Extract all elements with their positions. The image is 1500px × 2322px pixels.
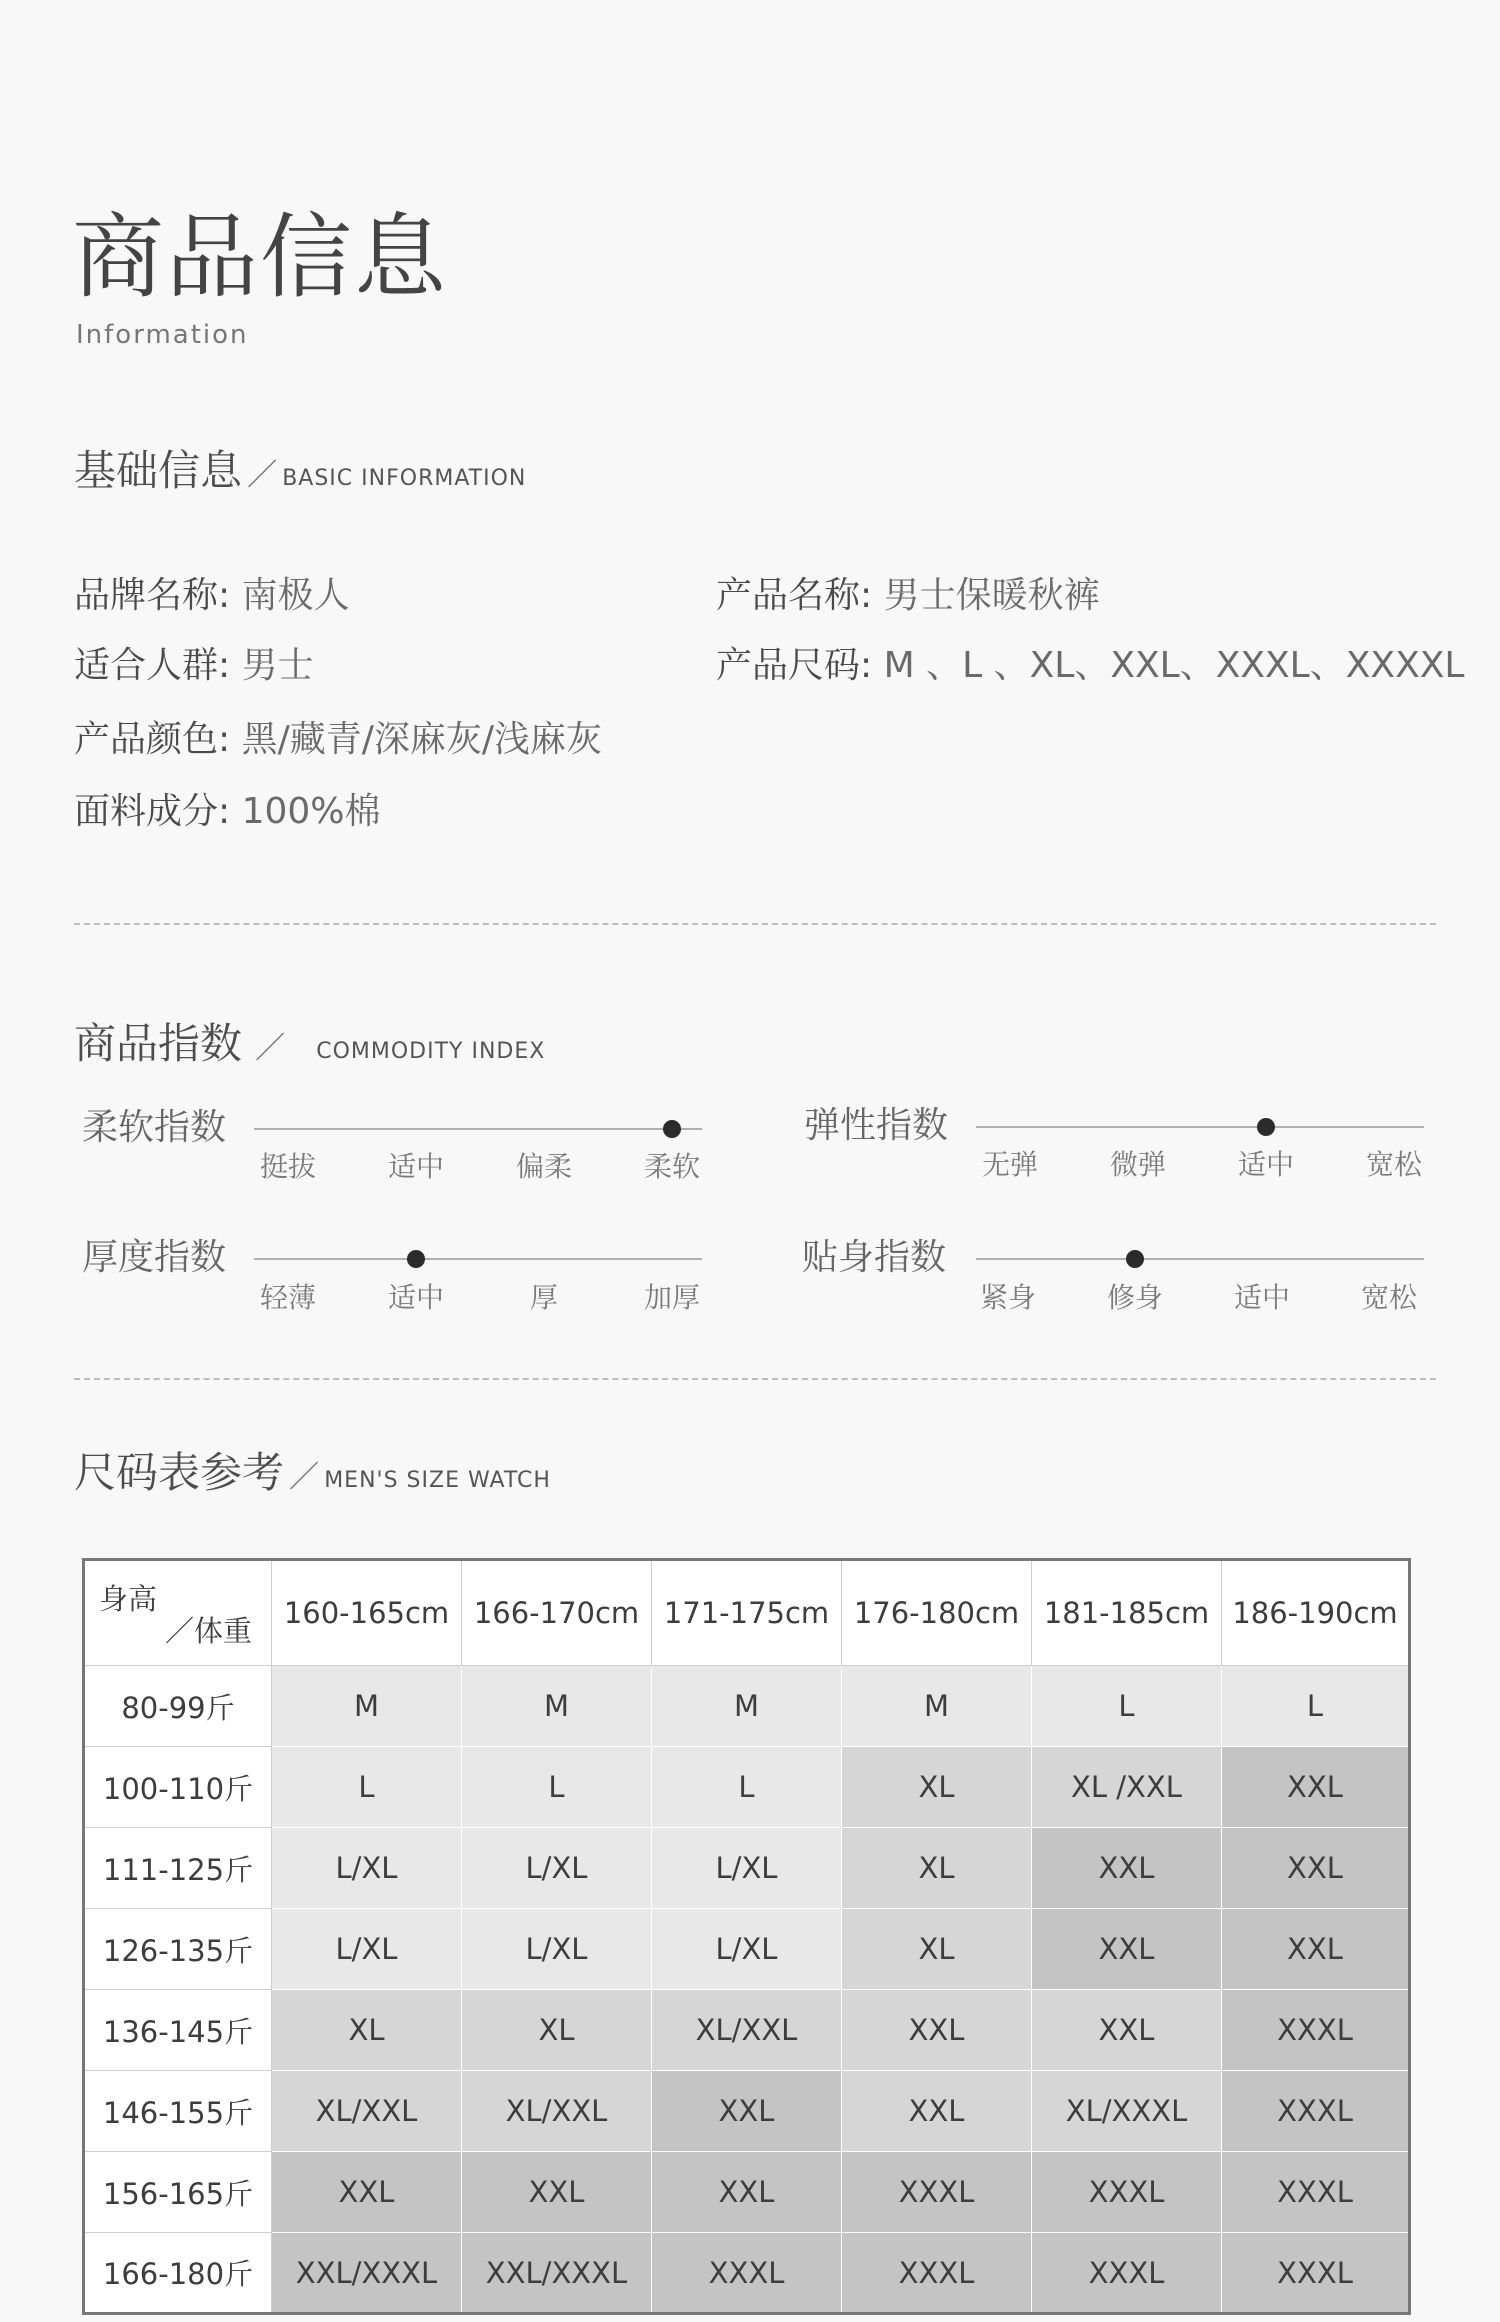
size-cell: XL <box>842 1909 1032 1990</box>
weight-row-label: 146-155斤 <box>84 2071 272 2152</box>
size-cell: XXXL <box>1222 2152 1410 2233</box>
size-cell: L/XL <box>272 1909 462 1990</box>
size-cell: XXXL <box>1222 2071 1410 2152</box>
size-cell: XXL <box>1222 1747 1410 1828</box>
basic-info-subtitle: BASIC INFORMATION <box>282 466 527 491</box>
table-row <box>84 2233 1410 2314</box>
page-title: 商品信息 <box>72 204 449 311</box>
size-cell: XL /XXL <box>1032 1747 1222 1828</box>
scale-tick: 修身 <box>1106 1281 1164 1314</box>
weight-row-label: 136-145斤 <box>84 1990 272 2071</box>
table-corner-cell <box>84 1560 272 1666</box>
size-cell: XXL/XXXL <box>462 2233 652 2314</box>
scale-tick: 微弹 <box>1109 1148 1167 1181</box>
table-row <box>84 1909 1410 1990</box>
softness-index-label: 柔软指数 <box>82 1107 227 1148</box>
size-cell: XXL <box>652 2071 842 2152</box>
size-cell: XXL/XXXL <box>272 2233 462 2314</box>
field-label: 产品尺码: <box>716 645 873 686</box>
field-material <box>74 791 381 832</box>
weight-row-label: 111-125斤 <box>84 1828 272 1909</box>
size-title: 尺码表参考 <box>74 1448 285 1497</box>
fit-index-label: 贴身指数 <box>802 1237 947 1278</box>
scale-tick: 加厚 <box>643 1281 701 1314</box>
size-cell: L/XL <box>652 1828 842 1909</box>
size-cell: XXL <box>462 2152 652 2233</box>
field-sizes <box>716 645 1465 686</box>
size-cell: XXL <box>842 2071 1032 2152</box>
height-column-header: 171-175cm <box>652 1560 842 1666</box>
size-heading <box>74 1448 551 1497</box>
size-cell: M <box>652 1666 842 1747</box>
field-value: 男士保暖秋裤 <box>883 575 1100 616</box>
weight-row-label: 80-99斤 <box>84 1666 272 1747</box>
height-column-header: 181-185cm <box>1032 1560 1222 1666</box>
field-product-name <box>716 575 1100 616</box>
field-label: 产品颜色: <box>74 719 231 760</box>
size-cell: XL <box>842 1747 1032 1828</box>
corner-weight-label: ／体重 <box>165 1614 253 1648</box>
elasticity-index-label: 弹性指数 <box>804 1105 949 1146</box>
size-cell: XXXL <box>1032 2233 1222 2314</box>
size-cell: XL <box>842 1828 1032 1909</box>
size-cell: XXXL <box>1032 2152 1222 2233</box>
size-cell: L <box>652 1747 842 1828</box>
height-column-header: 166-170cm <box>462 1560 652 1666</box>
divider <box>74 923 1436 925</box>
field-colors <box>74 719 602 760</box>
size-cell: L/XL <box>652 1909 842 1990</box>
size-cell: L <box>1032 1666 1222 1747</box>
thickness-scale <box>254 1258 702 1260</box>
size-cell: XXL <box>652 2152 842 2233</box>
softness-marker <box>663 1120 681 1138</box>
size-cell: XL/XXL <box>652 1990 842 2071</box>
field-value: 黑/藏青/深麻灰/浅麻灰 <box>241 719 602 760</box>
table-row <box>84 1666 1410 1747</box>
scale-tick: 宽松 <box>1365 1148 1423 1181</box>
scale-tick: 宽松 <box>1360 1281 1418 1314</box>
thickness-marker <box>407 1250 425 1268</box>
scale-tick: 轻薄 <box>259 1281 317 1314</box>
size-cell: XXL <box>1222 1909 1410 1990</box>
size-cell: XXL <box>1032 1909 1222 1990</box>
size-subtitle: MEN'S SIZE WATCH <box>324 1468 551 1493</box>
size-cell: M <box>842 1666 1032 1747</box>
elasticity-marker <box>1257 1118 1275 1136</box>
field-value: 100%棉 <box>241 791 381 832</box>
size-cell: XXL <box>272 2152 462 2233</box>
divider <box>74 1378 1436 1380</box>
table-row <box>84 2152 1410 2233</box>
size-cell: XXXL <box>1222 1990 1410 2071</box>
size-cell: XL/XXL <box>272 2071 462 2152</box>
scale-tick: 适中 <box>1233 1281 1291 1314</box>
field-label: 品牌名称: <box>74 575 231 616</box>
weight-row-label: 166-180斤 <box>84 2233 272 2314</box>
table-row <box>84 1747 1410 1828</box>
size-table <box>82 1558 1411 2315</box>
table-row <box>84 1828 1410 1909</box>
index-subtitle: COMMODITY INDEX <box>316 1039 546 1064</box>
size-cell: L/XL <box>272 1828 462 1909</box>
scale-tick: 偏柔 <box>515 1150 573 1183</box>
fit-marker <box>1126 1250 1144 1268</box>
size-cell: XXXL <box>1222 2233 1410 2314</box>
heading-slash: ／ <box>289 1460 320 1495</box>
basic-info-title: 基础信息 <box>74 446 243 495</box>
size-cell: XL <box>272 1990 462 2071</box>
size-cell: L <box>1222 1666 1410 1747</box>
size-cell: XXXL <box>652 2233 842 2314</box>
page-subtitle: Information <box>76 320 249 350</box>
field-label: 产品名称: <box>716 575 873 616</box>
index-title: 商品指数 <box>74 1019 243 1068</box>
field-brand <box>74 575 350 616</box>
table-row <box>84 1990 1410 2071</box>
scale-tick: 紧身 <box>979 1281 1037 1314</box>
scale-tick: 适中 <box>387 1150 445 1183</box>
corner-height-label: 身高 <box>99 1582 158 1616</box>
scale-tick: 无弹 <box>981 1148 1039 1181</box>
scale-tick: 挺拔 <box>259 1150 317 1183</box>
index-heading <box>74 1019 546 1068</box>
softness-scale <box>254 1128 702 1130</box>
size-cell: XL <box>462 1990 652 2071</box>
size-cell: XXXL <box>842 2233 1032 2314</box>
weight-row-label: 100-110斤 <box>84 1747 272 1828</box>
scale-tick: 适中 <box>387 1281 445 1314</box>
size-cell: XL/XXL <box>462 2071 652 2152</box>
size-cell: L/XL <box>462 1828 652 1909</box>
field-value: 男士 <box>241 645 314 686</box>
height-column-header: 160-165cm <box>272 1560 462 1666</box>
size-cell: XXL <box>1032 1828 1222 1909</box>
basic-info-heading <box>74 446 527 495</box>
scale-tick: 柔软 <box>643 1150 701 1183</box>
height-column-header: 186-190cm <box>1222 1560 1410 1666</box>
size-cell: XXL <box>842 1990 1032 2071</box>
size-cell: M <box>462 1666 652 1747</box>
weight-row-label: 156-165斤 <box>84 2152 272 2233</box>
size-cell: XL/XXXL <box>1032 2071 1222 2152</box>
size-cell: XXL <box>1032 1990 1222 2071</box>
thickness-index-label: 厚度指数 <box>82 1237 227 1278</box>
height-column-header: 176-180cm <box>842 1560 1032 1666</box>
field-label: 适合人群: <box>74 645 231 686</box>
table-header-row <box>84 1560 1410 1666</box>
field-value: 南极人 <box>241 575 350 616</box>
size-cell: L <box>462 1747 652 1828</box>
size-cell: L <box>272 1747 462 1828</box>
size-cell: L/XL <box>462 1909 652 1990</box>
elasticity-scale <box>976 1126 1424 1128</box>
heading-slash: ／ <box>255 1031 286 1066</box>
field-audience <box>74 645 314 686</box>
scale-tick: 厚 <box>529 1281 559 1314</box>
size-cell: XXXL <box>842 2152 1032 2233</box>
weight-row-label: 126-135斤 <box>84 1909 272 1990</box>
size-cell: XXL <box>1222 1828 1410 1909</box>
field-label: 面料成分: <box>74 791 231 832</box>
fit-scale <box>976 1258 1424 1260</box>
size-cell: M <box>272 1666 462 1747</box>
table-row <box>84 2071 1410 2152</box>
scale-tick: 适中 <box>1237 1148 1295 1181</box>
field-value: M 、L 、XL、XXL、XXXL、XXXXL <box>883 645 1465 686</box>
heading-slash: ／ <box>247 458 278 493</box>
